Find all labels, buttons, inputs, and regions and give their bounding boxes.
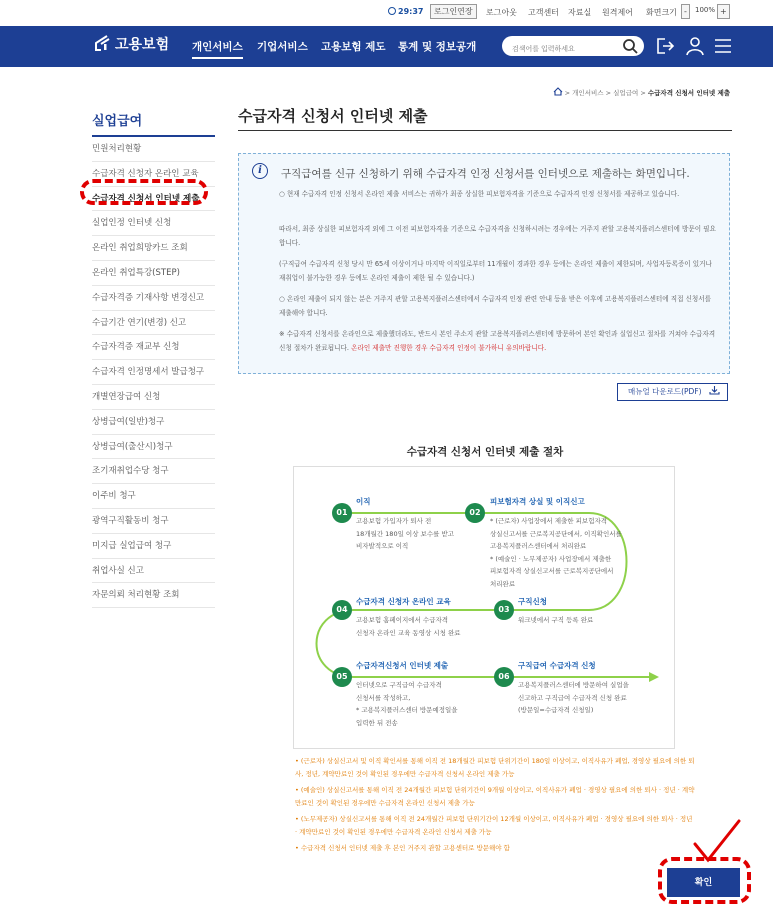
sidebar-item-unpaid[interactable]: 미지급 실업급여 청구 <box>92 534 215 559</box>
session-timer <box>388 7 423 16</box>
clock-icon <box>388 7 396 15</box>
search-input[interactable] <box>512 41 622 59</box>
step-2-number: 02 <box>465 503 485 523</box>
sidebar-item-internet-submission[interactable]: 수급자격 신청서 인터넷 제출 <box>92 187 215 212</box>
login-extend-button[interactable]: 로그인연장 <box>430 4 477 19</box>
process-title: 수급자격 신청서 인터넷 제출 절차 <box>406 446 564 458</box>
step-4-desc: 고용보험 홈페이지에서 수급자격 신청자 온라인 교육 동영상 시청 완료 <box>356 616 461 637</box>
sidebar-item-advisory[interactable]: 자문의뢰 처리현황 조회 <box>92 583 215 608</box>
sidebar-item-sickness-general[interactable]: 상병급여(일반)청구 <box>92 410 215 435</box>
sidebar-item-early-reemployment[interactable]: 조기재취업수당 청구 <box>92 459 215 484</box>
customer-center-link[interactable]: 고객센터 <box>528 8 559 17</box>
manual-download-label: 매뉴얼 다운로드(PDF) <box>628 387 702 396</box>
step-3-title: 구직신청 <box>518 597 547 606</box>
note-item: • (예술인) 상실신고서를 통해 이직 전 24개월간 피보험 단위기간이 9개월 이상이고, 이직사유가 폐업 · 경영상 필요에 의한 퇴사 · 정년 · 계약만료인 것이 확인된 경우에만 수급자격 온라인 신청서 제출 가능 <box>295 786 695 807</box>
step-2-desc: * (근로자) 사업장에서 제출한 피보험자격 상실신고서를 근로복지공단에서, 이직확인서를 고용복지플러스센터에서 처리완료 * (예술인 · 노무제공자) 사업장에서 제출한 피보험자격 상실신고서를 근로복지공단에서 처리완료 <box>490 517 622 588</box>
sidebar-item-online-education[interactable]: 수급자격 신청자 온라인 교육 <box>92 162 215 187</box>
breadcrumb-current: 수급자격 신청서 인터넷 제출 <box>647 89 730 97</box>
sidebar-item-job-search-cost[interactable]: 광역구직활동비 청구 <box>92 509 215 534</box>
info-paragraph-5-warning: 온라인 제출만 진행한 경우 수급자격 인정이 불가하니 유의바랍니다. <box>351 344 547 352</box>
logo-text: 고용보험 <box>115 37 170 53</box>
info-paragraph-1: ○ 현재 수급자격 인정 신청서 온라인 제출 서비스는 귀하가 최종 상실한 피보험자격을 기준으로 수급자격 인정 신청서를 제공하고 있습니다. <box>279 190 680 198</box>
user-icon[interactable] <box>685 36 705 56</box>
timer-value: 29:37 <box>398 7 424 16</box>
step-1-title: 이직 <box>356 497 371 506</box>
breadcrumb-unemployment[interactable]: 실업급여 <box>613 89 639 97</box>
step-6-title: 구직급여 수급자격 신청 <box>518 661 596 670</box>
info-icon: i <box>252 163 268 179</box>
zoom-level: 100% <box>695 6 716 14</box>
remote-control-link[interactable]: 원격제어 <box>602 8 633 17</box>
sidebar-item-sickness-birth[interactable]: 상병급여(출산시)청구 <box>92 435 215 460</box>
sidebar-item-statement[interactable]: 수급자격 인정명세서 발급청구 <box>92 360 215 385</box>
info-box <box>238 153 730 374</box>
zoom-out-button[interactable]: - <box>681 4 690 19</box>
logout-link[interactable]: 로그아웃 <box>486 8 517 17</box>
breadcrumb-personal[interactable]: 개인서비스 <box>572 89 604 97</box>
main-header <box>0 26 773 67</box>
logout-icon[interactable] <box>655 36 675 56</box>
nav-personal[interactable]: 개인서비스 <box>192 39 243 59</box>
info-heading: 구직급여를 신규 신청하기 위해 수급자격 인정 신청서를 인터넷으로 제출하는 화면입니다. <box>281 168 690 180</box>
step-3-desc: 워크넷에서 구직 등록 완료 <box>518 616 594 624</box>
sidebar-item-recognition-request[interactable]: 실업인정 인터넷 신청 <box>92 211 215 236</box>
info-paragraph-4: ○ 온라인 제출이 되지 않는 분은 거주지 관할 고용복지플러스센터에서 수급자격 인정 관련 안내 등을 받은 이후에 고용복지플러스센터에 직접 신청서를 제출해야 합니다. <box>279 295 712 317</box>
note-item: • 수급자격 신청서 인터넷 제출 후 본인 거주지 관할 고용센터로 방문해야 함 <box>295 844 510 852</box>
info-paragraph-5 <box>279 327 719 355</box>
sidebar-item-step[interactable]: 온라인 취업특강(STEP) <box>92 261 215 286</box>
sidebar-item-reissue[interactable]: 수급자격증 재교부 신청 <box>92 335 215 360</box>
info-paragraph-2: 따라서, 최종 상실한 피보험자격 외에 그 이전 피보험자격을 기준으로 수급자격을 신청하시려는 경우에는 거주지 관할 고용복지플러스센터에 방문이 필요합니다. <box>279 225 716 247</box>
site-logo[interactable] <box>92 34 169 54</box>
nav-system[interactable]: 고용보험 제도 <box>321 41 386 53</box>
sidebar-title: 실업급여 <box>92 110 215 137</box>
download-icon <box>709 385 720 395</box>
note-item: • (노무제공자) 상실신고서를 통해 이직 전 24개월간 피보험 단위기간이 12개월 이상이고, 이직사유가 폐업 · 경영상 필요에 의한 퇴사 · 정년 · 계약만료인 것이 확인된 경우에만 수급자격 온라인 신청서 제출 가능 <box>295 815 693 836</box>
confirm-button[interactable]: 확인 <box>667 868 740 897</box>
sidebar-item-change-report[interactable]: 수급자격증 기재사항 변경신고 <box>92 286 215 311</box>
search-icon[interactable] <box>622 38 638 54</box>
step-5-number: 05 <box>332 667 352 687</box>
sidebar-item-status[interactable]: 민원처리현황 <box>92 137 215 162</box>
step-1-number: 01 <box>332 503 352 523</box>
process-notes <box>295 755 695 859</box>
info-paragraph-5-text: ※ 수급자격 신청서를 온라인으로 제출했더라도, 반드시 본인 주소지 관할 고용복지플러스센터에 방문하여 본인 확인과 실업신고 절차를 거쳐야 수급자격 신청 절차가 완료됩니다. <box>279 330 716 352</box>
process-diagram <box>293 466 675 749</box>
sidebar-item-postpone[interactable]: 수급기간 연기(변경) 신고 <box>92 311 215 336</box>
sidebar-item-relocation[interactable]: 이주비 청구 <box>92 484 215 509</box>
step-2-title: 피보험자격 상실 및 이직신고 <box>490 497 585 506</box>
note-item: • (근로자) 상실신고서 및 이직 확인서를 통해 이직 전 18개월간 피보험 단위기간이 180일 이상이고, 이직사유가 폐업, 경영상 필요에 의한 퇴사, 정년, 계약만료인 것이 확인된 경우에만 수급자격 신청서 온라인 제출 가능 <box>295 757 695 778</box>
manual-download-button[interactable] <box>617 383 728 401</box>
nav-business[interactable]: 기업서비스 <box>257 41 308 53</box>
step-1-desc: 고용보험 가입자가 퇴사 전 18개월간 180일 이상 보수를 받고 비자발적으로 이직 <box>356 517 455 550</box>
files-link[interactable]: 자료실 <box>568 8 592 17</box>
sidebar-item-employment-report[interactable]: 취업사실 신고 <box>92 559 215 584</box>
nav-statistics[interactable]: 통계 및 정보공개 <box>398 41 477 53</box>
sidebar-item-extension[interactable]: 개별연장급여 신청 <box>92 385 215 410</box>
step-5-desc: 인터넷으로 구직급여 수급자격 신청서를 작성하고, * 고용복지플러스센터 방문예정일을 입력한 뒤 전송 <box>356 681 458 727</box>
search-box <box>502 36 644 56</box>
info-paragraph-3: (구직급여 수급자격 신청 당시 만 65세 이상이거나 마지막 이직일로부터 11개월이 경과한 경우 등에는 온라인 제출이 제한되며, 사업자등록증이 있거나 재취업이 불가능한 경우 등에도 온라인 제출이 제한 될 수 있습니다.) <box>279 260 712 282</box>
page-title: 수급자격 신청서 인터넷 제출 <box>238 107 428 125</box>
utility-bar <box>0 0 773 26</box>
title-divider <box>238 130 732 131</box>
home-icon[interactable] <box>553 87 563 96</box>
step-6-number: 06 <box>494 667 514 687</box>
screen-size-label: 화면크기 <box>646 8 677 17</box>
step-4-title: 수급자격 신청자 온라인 교육 <box>356 597 451 606</box>
logo-icon <box>92 34 112 52</box>
menu-icon[interactable] <box>714 36 732 56</box>
sidebar-item-hope-card[interactable]: 온라인 취업희망카드 조회 <box>92 236 215 261</box>
highlight-ring <box>80 179 208 205</box>
step-3-number: 03 <box>494 600 514 620</box>
zoom-in-button[interactable]: + <box>717 4 730 19</box>
step-6-desc: 고용복지플러스센터에 방문하여 실업을 신고하고 구직급여 수급자격 신청 완료 (방문일=수급자격 신청일) <box>518 681 629 714</box>
step-5-title: 수급자격신청서 인터넷 제출 <box>356 661 449 670</box>
step-4-number: 04 <box>332 600 352 620</box>
breadcrumb: > 개인서비스 > 실업급여 > 수급자격 신청서 인터넷 제출 <box>553 87 730 97</box>
